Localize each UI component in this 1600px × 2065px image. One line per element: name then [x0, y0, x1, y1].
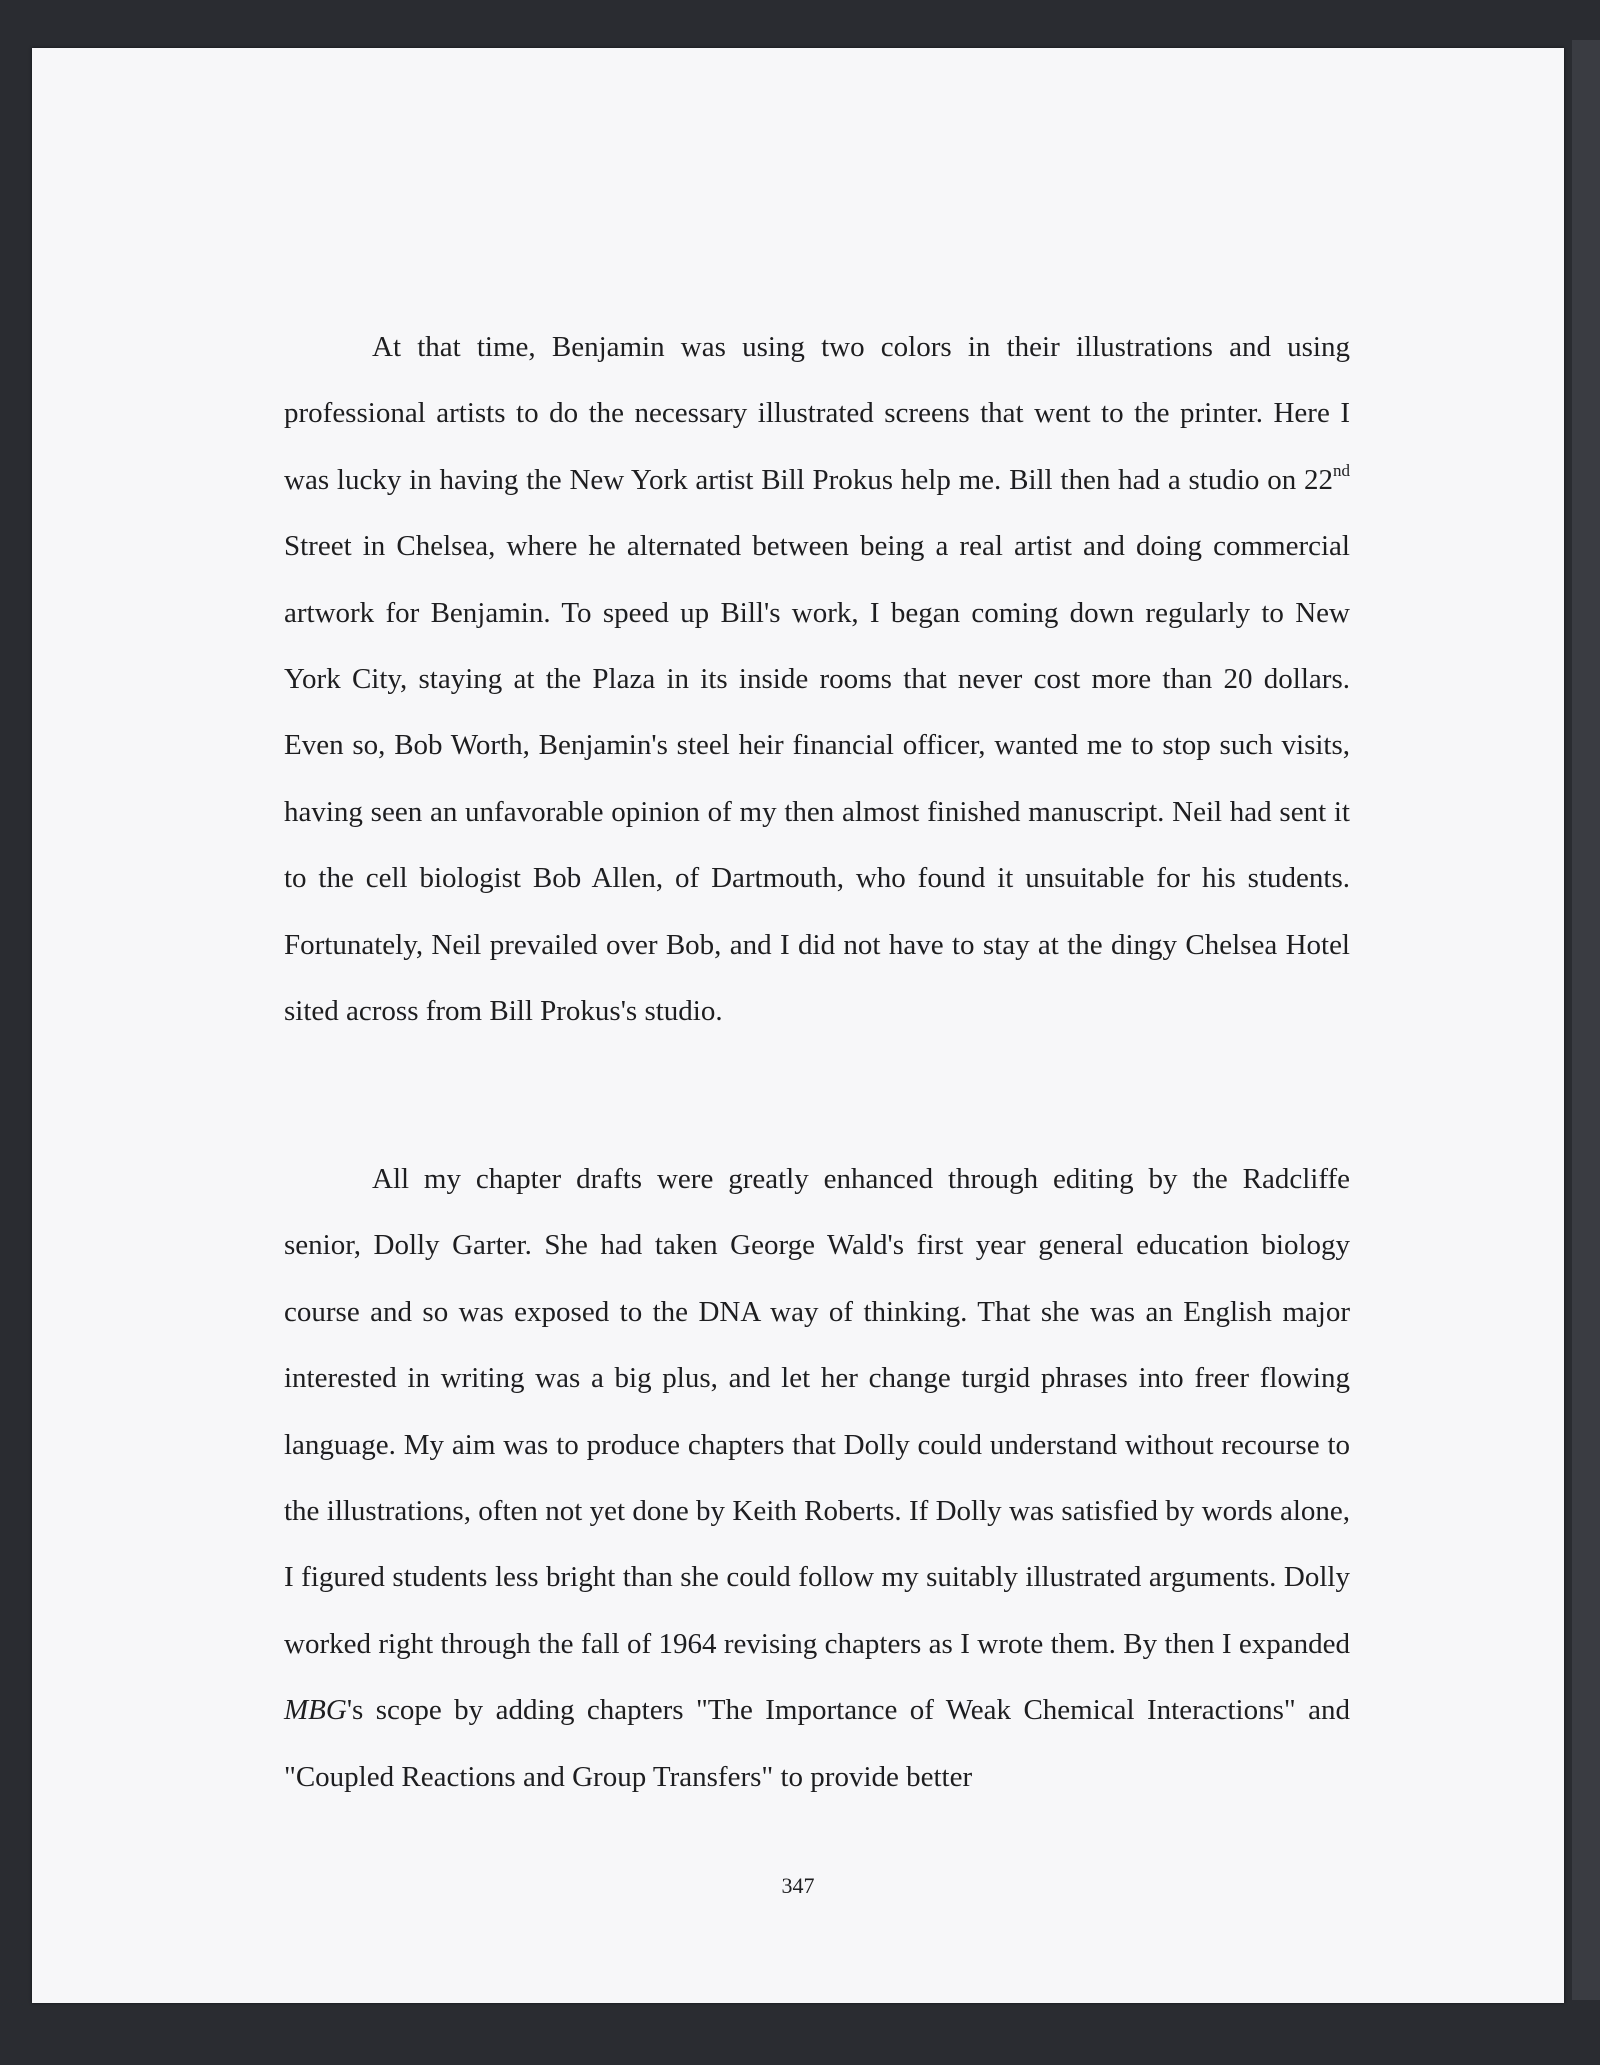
paragraph-2-text-start: All my chapter drafts were greatly enhanced through editing by the Radcliffe senior, Dolly Garter. She had taken George Wald's first year general education biology course and so was exposed to the DNA way of thinking. That she was an English major interested in writing was a big plus, and let her change turgid phrases into freer flowing language. My aim was to produce chapters that Dolly could understand without recourse to the illustrations, often not yet done by Keith Roberts. If Dolly was satisfied by words alone, I figured students less bright than she could follow my suitably illustrated arguments. Dolly worked right through the fall of 1964 revising chapters as I wrote them. By then I expanded	[284, 1163, 1350, 1660]
paragraph-2-text-end: 's scope by adding chapters "The Importance of Weak Chemical Interactions" and "Coupled Reactions and Group Transfers" to provide better	[284, 1694, 1350, 1793]
paragraph-1	[284, 314, 1350, 1044]
page-number: 347	[781, 1873, 815, 1898]
paragraph-1-text-start: At that time, Benjamin was using two colors in their illustrations and using professional artists to do the necessary illustrated screens that went to the printer. Here I was lucky in having the New York artist Bill Prokus help me. Bill then had a studio on 22	[284, 331, 1350, 496]
document-page	[32, 48, 1564, 2003]
paragraph-1-text-end: Street in Chelsea, where he alternated between being a real artist and doing commercial artwork for Benjamin. To speed up Bill's work, I began coming down regularly to New York City, staying at the Plaza in its inside rooms that never cost more than 20 dollars. Even so, Bob Worth, Benjamin's steel heir financial officer, wanted me to stop such visits, having seen an unfavorable opinion of my then almost finished manuscript. Neil had sent it to the cell biologist Bob Allen, of Dartmouth, who found it unsuitable for his students. Fortunately, Neil prevailed over Bob, and I did not have to stay at the dingy Chelsea Hotel sited across from Bill Prokus's studio.	[284, 530, 1350, 1028]
ordinal-superscript: nd	[1333, 460, 1350, 480]
scan-backdrop	[1572, 40, 1600, 2000]
book-title-italic: MBG	[284, 1694, 347, 1727]
paragraph-2	[284, 1146, 1350, 1810]
